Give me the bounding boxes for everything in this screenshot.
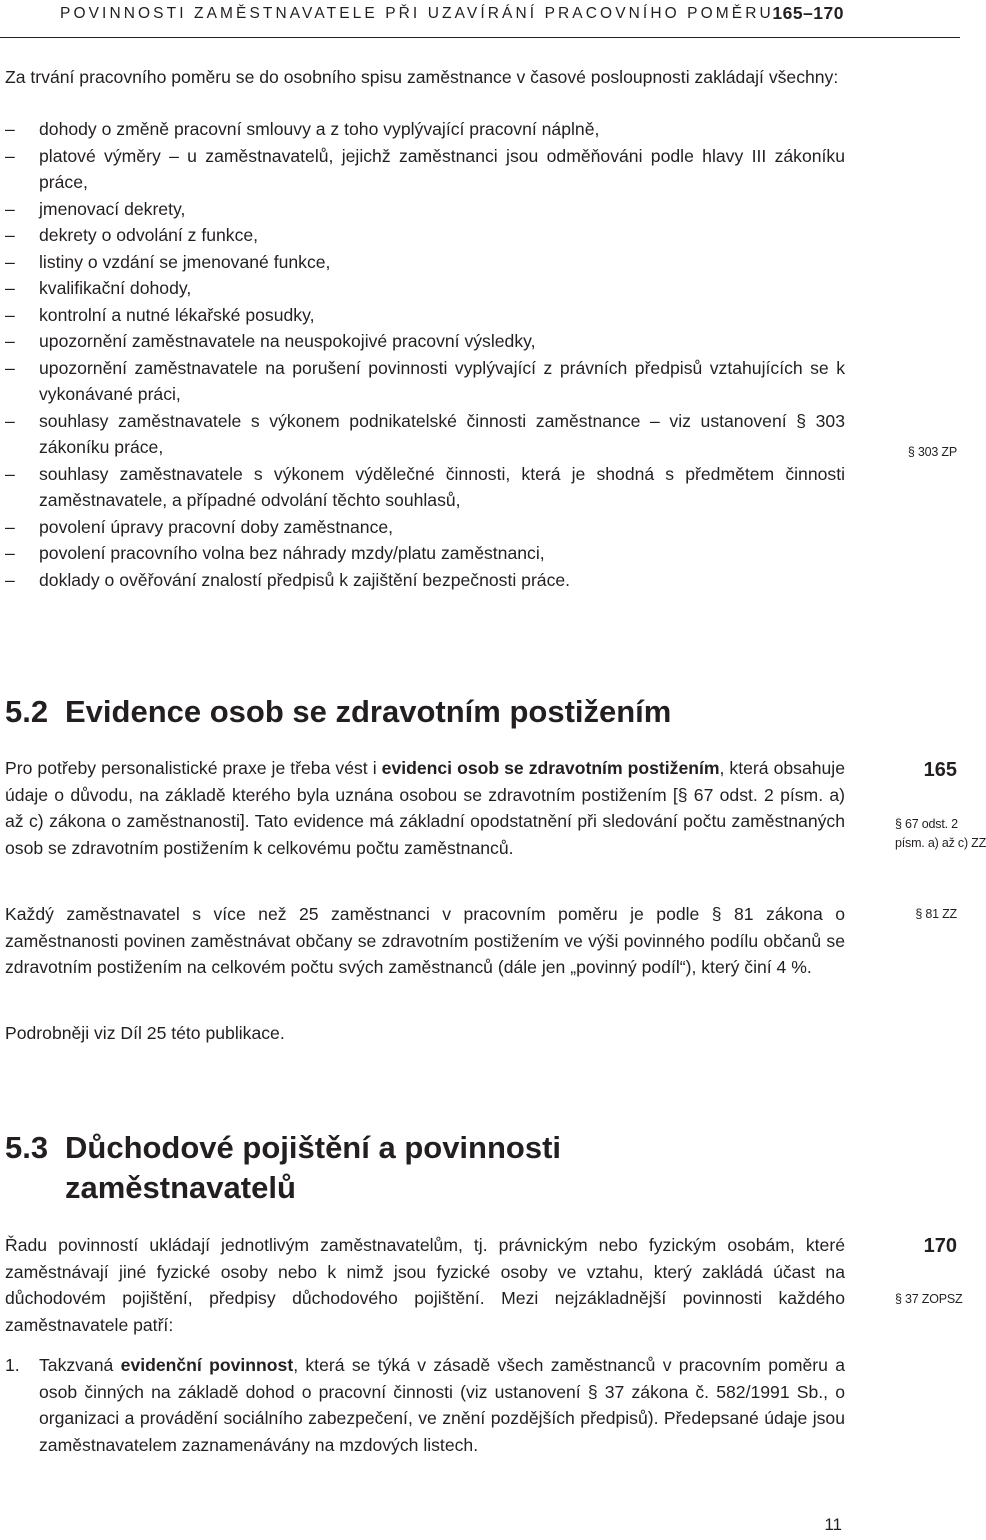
list-item: – platové výměry – u zaměstnavatelů, jejichž zaměstnanci jsou odměňováni podle hlavy III zákoníku práce, [5, 143, 845, 196]
section-title: Evidence osob se zdravotním postižením [65, 694, 672, 729]
paragraph-text: Každý zaměstnavatel s více než 25 zaměstnanci v pracovním poměru je podle § 81 zákona o zaměstnanosti povinen zaměstnávat občany se zdravotním postižením ve výši povinného podílu občanů se zdravotním postižením na celkovém počtu svých zaměstnanců (dále jen „povinný podíl“), který činí 4 %. [5, 904, 845, 977]
intro-paragraph [5, 64, 845, 91]
text-run: , která obsahuje údaje o důvodu, na základě kterého byla uznána osobou se zdravotním postižením [§ 67 odst. 2 písm. a) až c) zákona o zaměstnanosti]. Tato evidence má základní opodstatnění při sledování počtu zaměstnaných osob se zdravotním postižením k celkovému počtu zaměstnanců. [5, 758, 845, 858]
list-item: – dohody o změně pracovní smlouvy a z toho vyplývající pracovní náplně, [5, 116, 845, 143]
list-item [5, 1352, 845, 1458]
list-item: – povolení pracovního volna bez náhrady mzdy/platu zaměstnanci, [5, 540, 845, 567]
list-item: – souhlasy zaměstnavatele s výkonem podnikatelské činnosti zaměstnance – viz ustanovení § 303 zákoníku práce, [5, 408, 845, 461]
paragraph-text: Podrobněji viz Díl 25 této publikace. [5, 1023, 285, 1043]
list-item: – doklady o ověřování znalostí předpisů k zajištění bezpečnosti práce. [5, 567, 845, 594]
paragraph-text: Řadu povinností ukládají jednotlivým zaměstnavatelům, tj. právnickým nebo fyzickým osobám, které zaměstnávají jiné fyzické osoby nebo k nimž jsou fyzické osoby ve vztahu, který zakládá účast na důchodovém pojištění, předpisy důchodového pojištění. Mezi nejzákladnější povinnosti každého zaměstnavatele patří: [5, 1235, 845, 1335]
paragraph-text [5, 755, 845, 861]
intro-text: Za trvání pracovního poměru se do osobního spisu zaměstnance v časové posloupnosti zakládají všechny: [5, 67, 839, 87]
section-title: Důchodové pojištění a povinnosti zaměstnavatelů [65, 1130, 562, 1205]
margin-note-67-line1: § 67 odst. 2 [895, 817, 958, 831]
section-5-2-paragraph-1 [5, 755, 845, 861]
list-item: – dekrety o odvolání z funkce, [5, 222, 845, 249]
section-5-3-paragraph-1 [5, 1232, 845, 1338]
running-header [0, 0, 960, 38]
margin-note-303-zp: § 303 ZP [907, 445, 957, 459]
employer-obligations-list [5, 1352, 845, 1458]
list-item: – souhlasy zaměstnavatele s výkonem výdělečné činnosti, která je shodná s předmětem činnosti zaměstnavatele, a případné odvolání těchto souhlasů, [5, 461, 845, 514]
margin-note-37-zopsz: § 37 ZOPSZ [895, 1292, 963, 1306]
section-5-2-paragraph-3 [5, 1020, 845, 1047]
text-run: Takzvaná [39, 1355, 121, 1375]
list-item: – kvalifikační dohody, [5, 275, 845, 302]
list-item: – jmenovací dekrety, [5, 196, 845, 223]
page-number: 11 [824, 1515, 842, 1534]
list-item: – upozornění zaměstnavatele na porušení povinnosti vyplývající z právních předpisů vztahujících se k vykonávané práci, [5, 355, 845, 408]
margin-note-81-zz: § 81 ZZ [915, 907, 957, 921]
section-heading-5-3 [5, 1128, 825, 1208]
list-item: – povolení úpravy pracovní doby zaměstnance, [5, 514, 845, 541]
list-item: – listiny o vzdání se jmenované funkce, [5, 249, 845, 276]
margin-number-170: 170 [923, 1235, 957, 1257]
list-item: – upozornění zaměstnavatele na neuspokojivé pracovní výsledky, [5, 328, 845, 355]
margin-note-67-line2: písm. a) až c) ZZ [895, 836, 986, 850]
header-title: POVINNOSTI ZAMĚSTNAVATELE PŘI UZAVÍRÁNÍ PRACOVNÍHO POMĚRU [60, 5, 774, 22]
text-run: Pro potřeby personalistické praxe je třeba vést i [5, 758, 382, 778]
bold-term: evidenční povinnost [120, 1355, 294, 1375]
list-item: – kontrolní a nutné lékařské posudky, [5, 302, 845, 329]
text-run: , která se týká v zásadě všech zaměstnanců v pracovním poměru a osob činných na základě dohod o pracovní činnosti (viz ustanovení § 37 zákona č. 582/1991 Sb., o organizaci a provádění sociálního zabezpečení, ve znění pozdějších předpisů). Předepsané údaje jsou zaměstnavatelem zaznamenávány na mzdových listech. [39, 1355, 846, 1455]
section-number: 5.3 [5, 1130, 49, 1165]
section-number: 5.2 [5, 694, 49, 729]
header-margin-number-range: 165–170 [772, 3, 844, 23]
section-5-2-paragraph-2 [5, 901, 845, 981]
bold-term: evidenci osob se zdravotním postižením [381, 758, 720, 778]
margin-number-165: 165 [923, 759, 957, 781]
personnel-file-document-list [5, 116, 845, 593]
item-number: 1. [5, 1355, 20, 1375]
section-heading-5-2 [5, 692, 825, 732]
